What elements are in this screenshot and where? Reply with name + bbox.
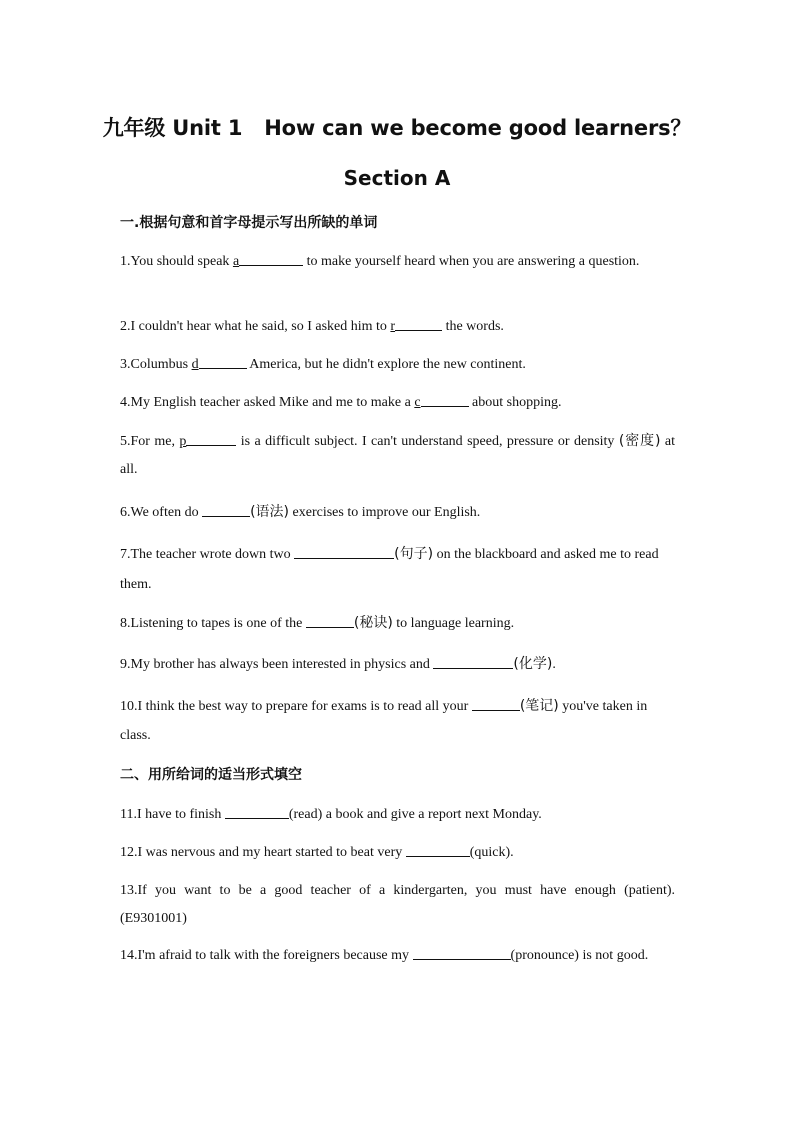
chinese-hint: (密度) bbox=[618, 433, 661, 449]
answer-blank[interactable] bbox=[395, 316, 442, 331]
title-question: How can we become good learners？ bbox=[264, 116, 692, 140]
chinese-hint: (句子) bbox=[394, 546, 434, 562]
title-grade: 九年级 bbox=[102, 116, 166, 140]
answer-blank[interactable] bbox=[413, 945, 511, 960]
answer-blank[interactable] bbox=[294, 544, 394, 559]
chinese-hint: (语法) bbox=[250, 504, 290, 520]
question-8: 8.Listening to tapes is one of the (秘诀) to language learning. bbox=[120, 615, 515, 631]
chinese-hint: (笔记) bbox=[519, 698, 559, 714]
question-2: 2.I couldn't hear what he said, so I asked him to r the words. bbox=[120, 313, 675, 341]
question-9: 9.My brother has always been interested in physics and (化学). bbox=[120, 656, 556, 672]
hint-letter: a bbox=[232, 254, 240, 269]
answer-blank[interactable] bbox=[186, 431, 236, 446]
section-title: Section A bbox=[343, 166, 451, 190]
question-7: 7.The teacher wrote down two (句子) on the blackboard and asked me to read them. bbox=[120, 546, 659, 592]
hint-letter: d bbox=[191, 357, 199, 372]
answer-blank[interactable] bbox=[202, 502, 250, 517]
question-11: 11.I have to finish (read) a book and give a report next Monday. bbox=[120, 801, 675, 829]
title-unit: Unit 1 bbox=[172, 116, 243, 140]
answer-blank[interactable] bbox=[225, 804, 289, 819]
question-13: 13.If you want to be a good teacher of a kindergarten, you must have enough (patient). (E9301001) bbox=[120, 883, 675, 926]
question-3: 3.Columbus d America, but he didn't explore the new continent. bbox=[120, 351, 675, 379]
answer-blank[interactable] bbox=[472, 696, 520, 711]
answer-blank[interactable] bbox=[433, 654, 513, 669]
answer-blank[interactable] bbox=[406, 842, 470, 857]
answer-blank[interactable] bbox=[306, 613, 354, 628]
hint-letter: c bbox=[414, 395, 421, 410]
answer-blank[interactable] bbox=[199, 354, 247, 369]
question-6: 6.We often do (语法) exercises to improve our English. bbox=[120, 504, 481, 520]
question-10: 10.I think the best way to prepare for exams is to read all your (笔记) you've taken in class. bbox=[120, 698, 648, 743]
question-4: 4.My English teacher asked Mike and me to make a c about shopping. bbox=[120, 389, 675, 417]
answer-blank[interactable] bbox=[239, 251, 303, 266]
part1-heading: 一.根据句意和首字母提示写出所缺的单词 bbox=[120, 215, 378, 231]
question-1: 1.You should speak a to make yourself heard when you are answering a question. bbox=[120, 248, 675, 276]
chinese-hint: (秘诀) bbox=[353, 615, 393, 631]
page-title bbox=[0, 112, 794, 142]
hint-letter: p bbox=[179, 434, 187, 449]
hint-letter: r bbox=[390, 319, 396, 334]
answer-blank[interactable] bbox=[421, 392, 469, 407]
question-12: 12.I was nervous and my heart started to beat very (quick). bbox=[120, 839, 675, 867]
part2-heading: 二、用所给词的适当形式填空 bbox=[120, 767, 302, 783]
chinese-hint: (化学) bbox=[513, 656, 553, 672]
question-14: 14.I'm afraid to talk with the foreigners because my (pronounce) is not good. bbox=[120, 942, 675, 970]
question-5: 5.For me, p is a difficult subject. I can't understand speed, pressure or density (密度) at all. bbox=[120, 433, 675, 477]
